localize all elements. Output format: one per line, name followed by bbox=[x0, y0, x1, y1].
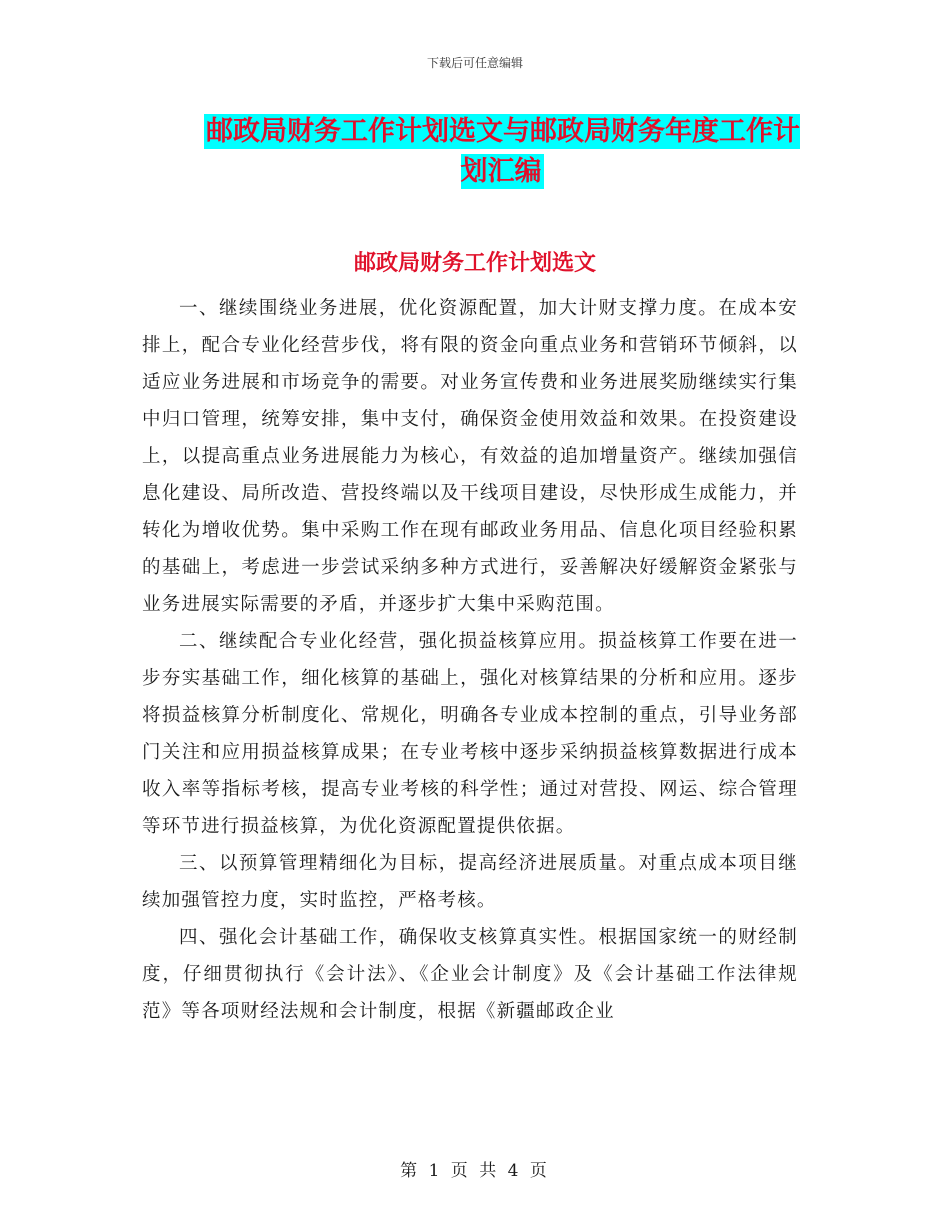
paragraph-2: 二、继续配合专业化经营，强化损益核算应用。损益核算工作要在进一步夯实基础工作，细化核算的基础上，强化对核算结果的分析和应用。逐步将损益核算分析制度化、常规化，明确各专业成本控制的重点，引导业务部门关注和应用损益核算成果；在专业考核中逐步采纳损益核算数据进行成本收入率等指标考核，提高专业考核的科学性；通过对营投、网运、综合管理等环节进行损益核算，为优化资源配置提供依据。 bbox=[142, 631, 798, 837]
document-title-text: 邮政局财务工作计划选文与邮政局财务年度工作计划汇编 bbox=[206, 116, 800, 187]
header-note: 下载后可任意编辑 bbox=[426, 56, 523, 70]
paragraph-1: 一、继续围绕业务进展，优化资源配置，加大计财支撑力度。在成本安排上，配合专业化经营步伐，将有限的资金向重点业务和营销环节倾斜，以适应业务进展和市场竞争的需要。对业务宣传费和业务进展奖励继续实行集中归口管理，统筹安排，集中支付，确保资金使用效益和效果。在投资建设上，以提高重点业务进展能力为核心，有效益的追加增量资产。继续加强信息化建设、局所改造、营投终端以及干线项目建设，尽快形成生成能力，并转化为增收优势。集中采购工作在现有邮政业务用品、信息化项目经验积累的基础上，考虑进一步尝试采纳多种方式进行，妥善解决好缓解资金紧张与业务进展实际需要的矛盾，并逐步扩大集中采购范围。 bbox=[142, 298, 798, 615]
page-number-footer: 第 1 页 共 4 页 bbox=[400, 1161, 550, 1181]
document-body bbox=[142, 290, 798, 1030]
document-title bbox=[192, 112, 812, 192]
section-title: 邮政局财务工作计划选文 bbox=[353, 251, 596, 276]
paragraph-3: 三、以预算管理精细化为目标，提高经济进展质量。对重点成本项目继续加强管控力度，实时监控，严格考核。 bbox=[142, 853, 798, 911]
paragraph-4: 四、强化会计基础工作，确保收支核算真实性。根据国家统一的财经制度，仔细贯彻执行《会计法》、《企业会计制度》及《会计基础工作法律规范》等各项财经法规和会计制度，根据《新疆邮政企业 bbox=[142, 927, 798, 1022]
